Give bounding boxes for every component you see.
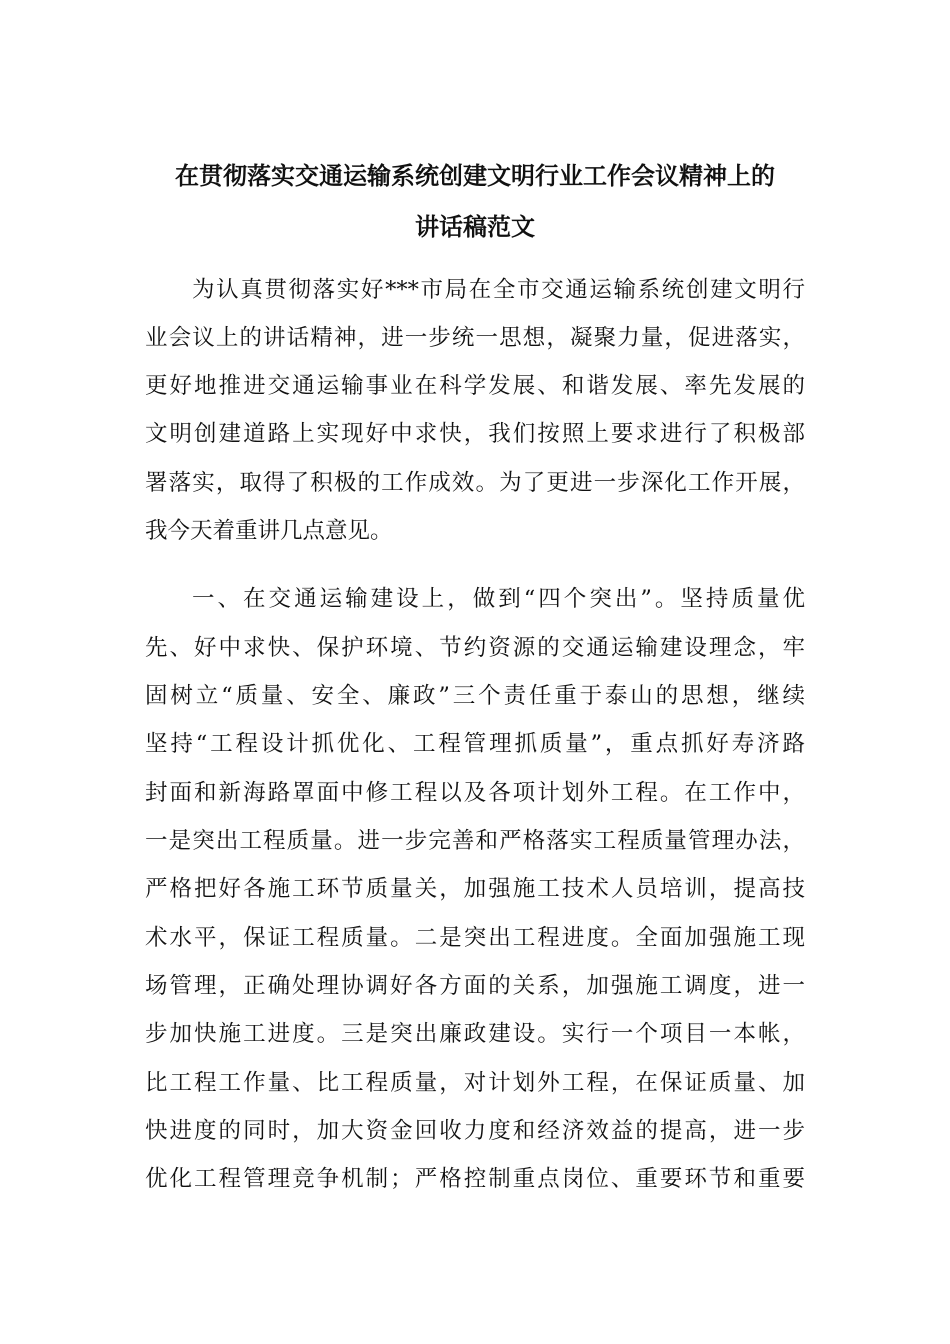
paragraph-1-line-2: 业会议上的讲话精神，进一步统一思想，凝聚力量，促进落实， <box>145 325 805 351</box>
paragraph-1-line-4: 文明创建道路上实现好中求快，我们按照上要求进行了积极部 <box>145 421 805 447</box>
paragraph-2-line-4: 坚持“工程设计抓优化、工程管理抓质量”，重点抓好寿济路 <box>145 731 805 757</box>
paragraph-2-line-1: 一、在交通运输建设上，做到“四个突出”。坚持质量优 <box>192 586 805 612</box>
paragraph-2-line-5: 封面和新海路罩面中修工程以及各项计划外工程。在工作中， <box>145 780 805 806</box>
document-title-line-2: 讲话稿范文 <box>415 213 535 241</box>
paragraph-2-line-13: 优化工程管理竞争机制；严格控制重点岗位、重要环节和重要 <box>145 1166 805 1192</box>
paragraph-1-line-3: 更好地推进交通运输事业在科学发展、和谐发展、率先发展的 <box>145 373 805 399</box>
paragraph-2-line-8: 术水平，保证工程质量。二是突出工程进度。全面加强施工现 <box>145 925 805 951</box>
paragraph-2-line-11: 比工程工作量、比工程质量，对计划外工程，在保证质量、加 <box>145 1070 805 1096</box>
paragraph-1-line-5: 署落实，取得了积极的工作成效。为了更进一步深化工作开展， <box>145 470 805 496</box>
paragraph-1-line-1: 为认真贯彻落实好***市局在全市交通运输系统创建文明行 <box>192 277 805 303</box>
paragraph-2-line-9: 场管理，正确处理协调好各方面的关系，加强施工调度，进一 <box>145 973 805 999</box>
paragraph-2-line-12: 快进度的同时，加大资金回收力度和经济效益的提高，进一步 <box>145 1118 805 1144</box>
paragraph-2-line-3: 固树立“质量、安全、廉政”三个责任重于泰山的思想，继续 <box>145 683 805 709</box>
paragraph-2-line-10: 步加快施工进度。三是突出廉政建设。实行一个项目一本帐， <box>145 1021 805 1047</box>
paragraph-2-line-6: 一是突出工程质量。进一步完善和严格落实工程质量管理办法， <box>145 828 805 854</box>
document-title-line-1: 在贯彻落实交通运输系统创建文明行业工作会议精神上的 <box>175 162 775 190</box>
paragraph-2-line-7: 严格把好各施工环节质量关，加强施工技术人员培训，提高技 <box>145 876 805 902</box>
paragraph-1-line-6: 我今天着重讲几点意见。 <box>145 518 393 544</box>
paragraph-2-line-2: 先、好中求快、保护环境、节约资源的交通运输建设理念，牢 <box>145 635 805 661</box>
